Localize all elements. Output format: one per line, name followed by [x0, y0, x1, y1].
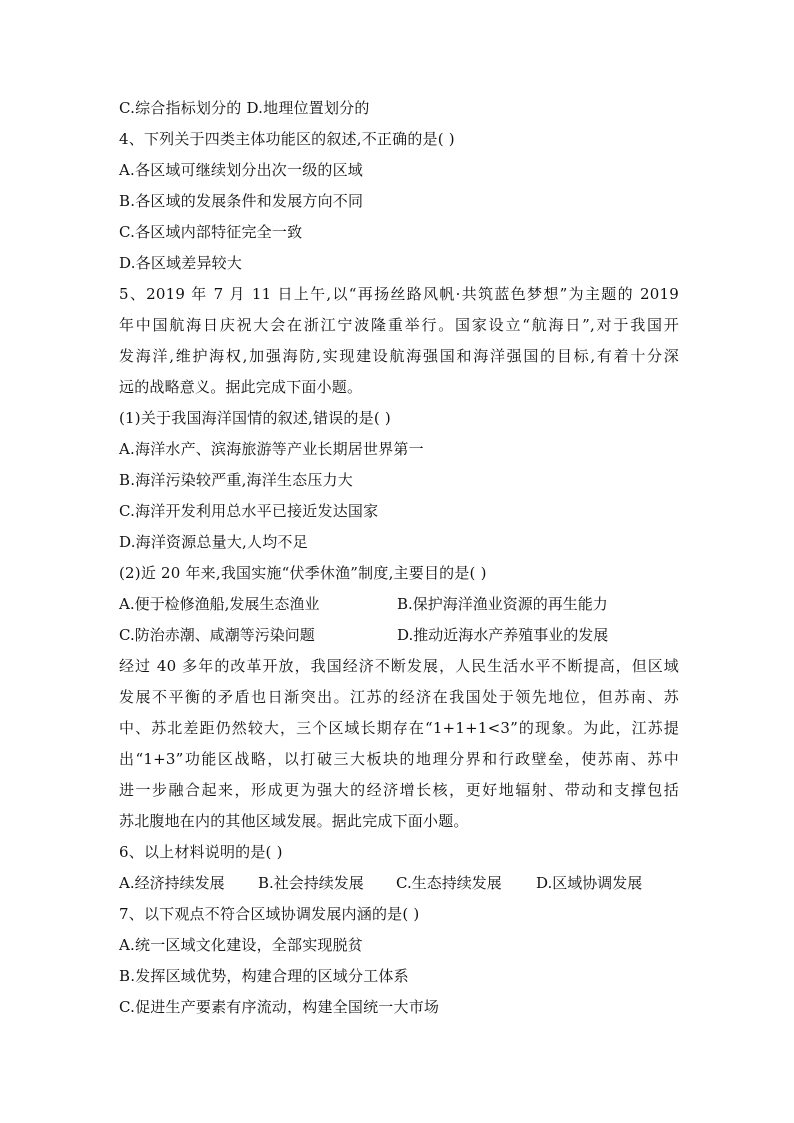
q5-2-option-a: A.便于检修渔船,发展生态渔业	[119, 595, 320, 613]
q7-option-a: A.统一区域文化建设，全部实现脱贫	[119, 936, 364, 954]
q5-passage-line-4: 远的战略意义。据此完成下面小题。	[119, 378, 363, 396]
question-content	[119, 93, 679, 1023]
q5-passage-line-1: 5、2019 年 7 月 11 日上午,以“再扬丝路风帆·共筑蓝色梦想”为主题的 2019	[119, 285, 679, 303]
q5-1-option-a: A.海洋水产、滨海旅游等产业长期居世界第一	[119, 440, 424, 458]
q3-options-cd: C.综合指标划分的 D.地理位置划分的	[119, 99, 370, 117]
material-line-4: 出“1+3”功能区战略，以打破三大板块的地理分界和行政壁垒，使苏南、苏中	[119, 750, 679, 768]
material-line-6: 苏北腹地在内的其他区域发展。据此完成下面小题。	[119, 812, 469, 830]
material-line-5: 进一步融合起来，形成更为强大的经济增长核，更好地辐射、带动和支撑包括	[119, 781, 679, 799]
material-line-3: 中、苏北差距仍然较大，三个区域长期存在“1+1+1<3”的现象。为此，江苏提	[119, 719, 679, 737]
q4-option-d: D.各区域差异较大	[119, 254, 243, 272]
material-line-1: 经过 40 多年的改革开放，我国经济不断发展，人民生活水平不断提高，但区域	[119, 657, 679, 675]
q5-1-stem: (1)关于我国海洋国情的叙述,错误的是( )	[119, 409, 391, 427]
q5-1-option-b: B.海洋污染较严重,海洋生态压力大	[119, 471, 353, 489]
q4-option-c: C.各区域内部特征完全一致	[119, 223, 303, 241]
q5-2-stem: (2)近 20 年来,我国实施“伏季休渔”制度,主要目的是( )	[119, 564, 487, 582]
q7-option-b: B.发挥区域优势，构建合理的区域分工体系	[119, 967, 409, 985]
q4-option-b: B.各区域的发展条件和发展方向不同	[119, 192, 364, 210]
q5-2-options-row-1	[119, 589, 679, 620]
q6-stem: 6、以上材料说明的是( )	[119, 843, 283, 861]
q5-passage-line-2: 年中国航海日庆祝大会在浙江宁波隆重举行。国家设立“航海日”,对于我国开	[119, 316, 679, 334]
q6-option-b: B.社会持续发展	[258, 874, 364, 892]
q5-2-option-b: B.保护海洋渔业资源的再生能力	[397, 595, 608, 613]
q7-option-c: C.促进生产要素有序流动，构建全国统一大市场	[119, 998, 440, 1016]
q5-1-option-d: D.海洋资源总量大,人均不足	[119, 533, 308, 551]
q5-2-options-row-2	[119, 620, 679, 651]
material-line-2: 发展不平衡的矛盾也日渐突出。江苏的经济在我国处于领先地位，但苏南、苏	[119, 688, 679, 706]
q6-option-a: A.经济持续发展	[119, 874, 225, 892]
q5-passage-line-3: 发海洋,维护海权,加强海防,实现建设航海强国和海洋强国的目标,有着十分深	[119, 347, 679, 365]
q5-1-option-c: C.海洋开发利用总水平已接近发达国家	[119, 502, 379, 520]
q6-option-c: C.生态持续发展	[396, 874, 502, 892]
q4-stem: 4、下列关于四类主体功能区的叙述,不正确的是( )	[119, 130, 455, 148]
q4-option-a: A.各区域可继续划分出次一级的区域	[119, 161, 364, 179]
q6-option-d: D.区域协调发展	[536, 874, 643, 892]
q6-options	[119, 868, 679, 899]
q7-stem: 7、以下观点不符合区域协调发展内涵的是( )	[119, 905, 420, 923]
q5-2-option-c: C.防治赤潮、咸潮等污染问题	[119, 626, 315, 644]
q5-2-option-d: D.推动近海水产养殖事业的发展	[397, 626, 609, 644]
